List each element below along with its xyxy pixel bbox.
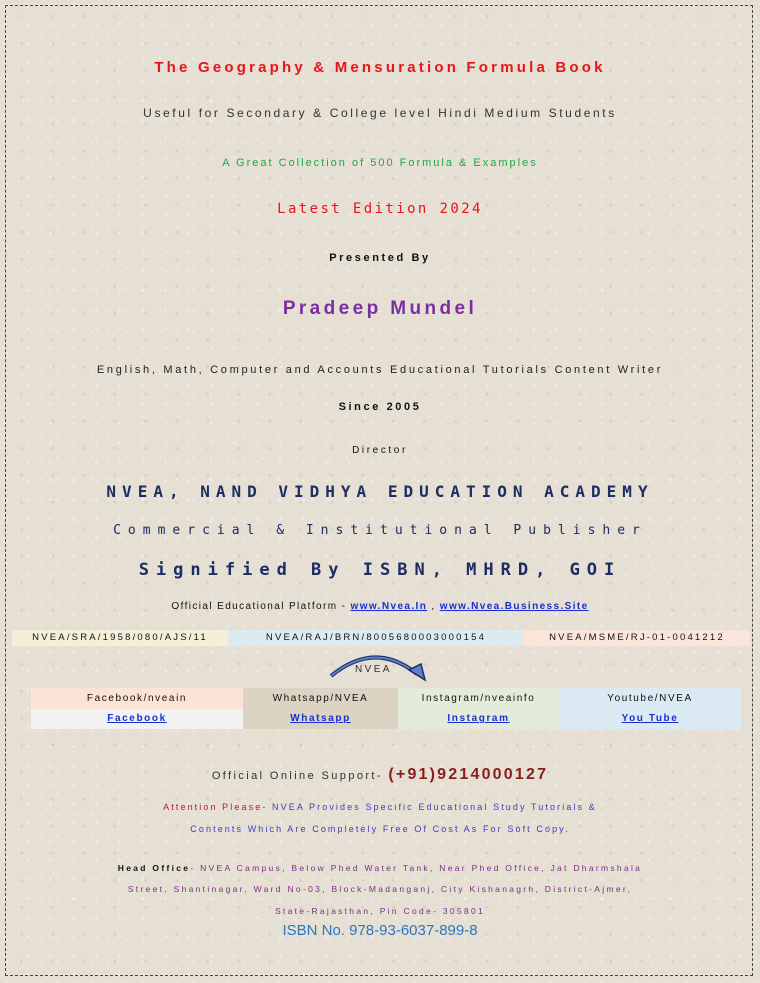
since-label: Since 2005 (338, 401, 422, 413)
support-label: Official Online Support- (211, 770, 389, 782)
head-office-address-2: Street, Shantinagar, Ward No-03, Block-Madanganj, City Kishanagrh, District-Ajmer, (127, 884, 633, 894)
isbn-number: ISBN No. 978-93-6037-899-8 (282, 922, 478, 939)
publisher-label: Commercial & Institutional Publisher (113, 523, 647, 538)
head-office-address-1: - NVEA Campus, Below Phed Water Tank, Near Phed Office, Jat Dharmshala (190, 863, 643, 873)
social-facebook-link[interactable]: Facebook (31, 709, 243, 729)
book-title: The Geography & Mensuration Formula Book (154, 59, 606, 76)
registration-sra: NVEA/SRA/1958/080/AJS/11 (12, 630, 228, 646)
nvea-hub-label: NVEA (355, 664, 392, 675)
social-instagram (398, 688, 559, 729)
social-instagram-link[interactable]: Instagram (398, 709, 559, 729)
attention-line (0, 802, 760, 812)
social-whatsapp-link[interactable]: Whatsapp (243, 709, 398, 729)
signified-label: Signified By ISBN, MHRD, GOI (138, 560, 622, 580)
head-office-label: Head Office (117, 863, 191, 873)
presented-by-label: Presented By (329, 252, 431, 264)
support-phone: (+91)9214000127 (388, 766, 549, 783)
platform-label: Official Educational Platform - (171, 601, 351, 612)
director-label: Director (352, 445, 408, 456)
support-line (0, 766, 760, 784)
author-name: Pradeep Mundel (282, 298, 478, 319)
attention-highlight: Attention Please (163, 802, 263, 812)
platform-separator: , (427, 601, 440, 612)
social-facebook (31, 688, 243, 729)
social-whatsapp-handle: Whatsapp/NVEA (243, 688, 398, 709)
collection-tagline: A Great Collection of 500 Formula & Examples (222, 157, 538, 169)
platform-link-nvea-in[interactable]: www.Nvea.In (350, 601, 428, 612)
social-facebook-handle: Facebook/nveain (31, 688, 243, 709)
registration-msme: NVEA/MSME/RJ-01-0041212 (524, 630, 750, 646)
book-subtitle: Useful for Secondary & College level Hindi Medium Students (143, 106, 617, 120)
social-youtube-link[interactable]: You Tube (559, 709, 741, 729)
head-office-line-1 (0, 863, 760, 873)
social-youtube (559, 688, 741, 729)
head-office-address-3: State-Rajasthan, Pin Code- 305801 (274, 906, 486, 916)
registration-brn: NVEA/RAJ/BRN/8005680003000154 (228, 630, 524, 646)
author-role: English, Math, Computer and Accounts Educational Tutorials Content Writer (96, 364, 664, 376)
attention-text: - NVEA Provides Specific Educational Study Tutorials & (262, 802, 597, 812)
platform-line (0, 601, 760, 612)
platform-link-business-site[interactable]: www.Nvea.Business.Site (439, 601, 589, 612)
edition-label: Latest Edition 2024 (277, 201, 483, 217)
social-whatsapp (243, 688, 398, 729)
social-instagram-handle: Instagram/nveainfo (398, 688, 559, 709)
social-youtube-handle: Youtube/NVEA (559, 688, 741, 709)
attention-line-2: Contents Which Are Completely Free Of Cost As For Soft Copy. (190, 824, 570, 834)
academy-name: NVEA, NAND VIDHYA EDUCATION ACADEMY (106, 482, 654, 501)
